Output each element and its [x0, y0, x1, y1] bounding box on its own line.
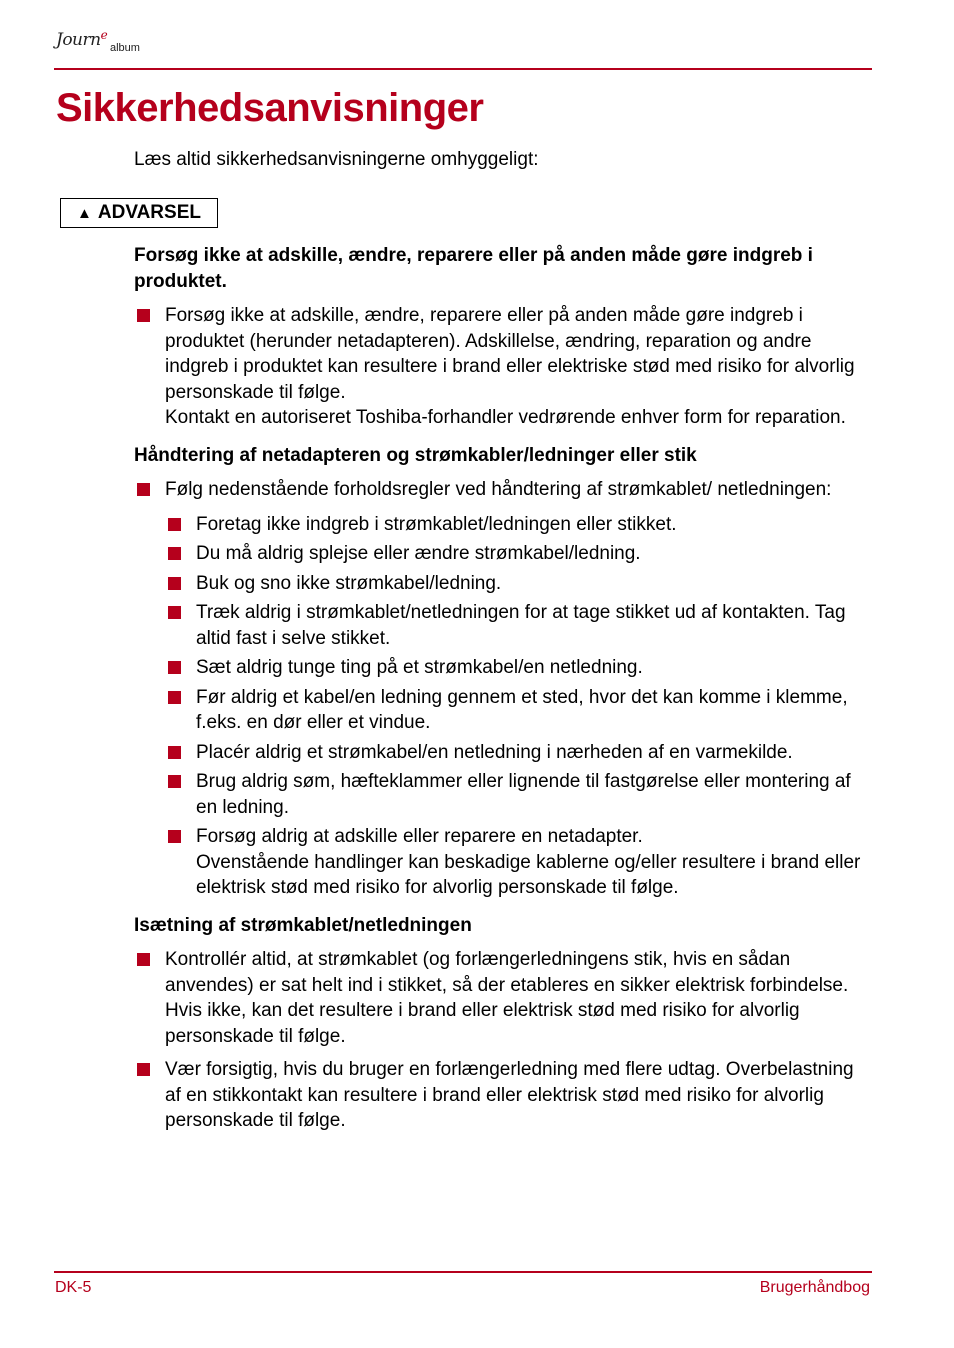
bullet-square-icon [168, 830, 181, 843]
main-content [134, 243, 874, 1142]
bullet-list [134, 947, 874, 1134]
list-item-text: Træk aldrig i strømkablet/netledningen for at tage stikket ud af kontakten. Tag altid fast i selve stikket. [196, 602, 846, 649]
list-item-text: Placér aldrig et strømkabel/en netledning i nærheden af en varmekilde. [196, 741, 793, 763]
bullet-square-icon [137, 1063, 150, 1076]
page-number: DK-5 [55, 1279, 92, 1296]
journe-album-logo [54, 26, 164, 66]
sub-list-item [165, 541, 874, 567]
list-item-text: Brug aldrig søm, hæfteklammer eller lignende til fastgørelse eller montering af en ledning. [196, 771, 851, 818]
warning-box [60, 198, 218, 228]
bullet-square-icon [168, 606, 181, 619]
sub-list-item [165, 824, 874, 901]
bullet-square-icon [137, 483, 150, 496]
list-item-text: Kontakt en autoriseret Toshiba-forhandler vedrørende enhver form for reparation. [165, 407, 846, 428]
warning-triangle-icon: ▲ [77, 204, 92, 222]
page-title: Sikkerhedsanvisninger [56, 86, 484, 130]
bullet-square-icon [168, 691, 181, 704]
footer-rule [54, 1271, 872, 1273]
bullet-square-icon [168, 775, 181, 788]
sub-list-item [165, 600, 874, 651]
list-item-text: Buk og sno ikke strømkabel/ledning. [196, 572, 502, 594]
warning-label: ADVARSEL [97, 202, 201, 223]
list-item-text: Foretag ikke indgreb i strømkablet/ledningen eller stikket. [196, 513, 677, 535]
list-item-text: Sæt aldrig tunge ting på et strømkabel/en netledning. [196, 657, 643, 678]
sub-bullet-list [165, 512, 874, 901]
list-item [134, 303, 874, 431]
list-item-text: Forsøg ikke at adskille, ændre, reparere eller på anden måde gøre indgreb i produktet (herunder netadapteren). Adskillelse, ændring, reparation og andre indgreb i produktet kan resultere i brand eller elektriske stød med risiko for alvorlig personskade til følge. [165, 305, 855, 403]
sub-list-item [165, 655, 874, 681]
bullet-square-icon [168, 518, 181, 531]
list-item [134, 1057, 874, 1134]
list-item-text: Forsøg aldrig at adskille eller reparere en netadapter. [196, 826, 643, 847]
header-rule [54, 68, 872, 70]
sub-list-item [165, 769, 874, 820]
bullet-square-icon [168, 547, 181, 560]
sub-list-item [165, 571, 874, 597]
bullet-list [134, 477, 874, 901]
list-item-text: Følg nedenstående forholdsregler ved håndtering af strømkablet/ netledningen: [165, 479, 832, 500]
list-item-text: Før aldrig et kabel/en ledning gennem et sted, hvor det kan komme i klemme, f.eks. en dør eller et vindue. [196, 686, 848, 733]
section-heading: Forsøg ikke at adskille, ændre, reparere eller på anden måde gøre indgreb i produktet. [134, 245, 813, 292]
sub-list-item [165, 740, 874, 766]
bullet-square-icon [168, 661, 181, 674]
logo-album-text: album [110, 42, 140, 54]
section-heading: Håndtering af netadapteren og strømkabler/ledninger eller stik [134, 444, 697, 466]
list-item-text: Vær forsigtig, hvis du bruger en forlængerledning med flere udtag. Overbelastning af en stikkontakt kan resultere i brand eller elektrisk stød med risiko for alvorlig personskade til følge. [165, 1059, 854, 1131]
bullet-list [134, 303, 874, 431]
sub-list-item [165, 685, 874, 736]
section-heading: Isætning af strømkablet/netledningen [134, 914, 472, 936]
logo-script: Journ$^e$ [56, 28, 108, 50]
bullet-square-icon [168, 746, 181, 759]
list-item-text: Ovenstående handlinger kan beskadige kablerne og/eller resultere i brand eller elektrisk stød med risiko for alvorlig personskade til følge. [196, 851, 861, 898]
bullet-square-icon [137, 953, 150, 966]
list-item [134, 477, 874, 901]
intro-text: Læs altid sikkerhedsanvisningerne omhyggeligt: [134, 149, 539, 170]
sub-list-item [165, 512, 874, 538]
bullet-square-icon [168, 577, 181, 590]
list-item-text: Du må aldrig splejse eller ændre strømkabel/ledning. [196, 543, 641, 564]
book-title: Brugerhåndbog [759, 1279, 870, 1296]
bullet-square-icon [137, 309, 150, 322]
list-item-text: Kontrollér altid, at strømkablet (og forlængerledningens stik, hvis en sådan anvendes) er sat helt ind i stikket, så der etableres en sikker elektrisk forbindelse. Hvis ikke, kan det resultere i brand eller elektrisk stød med risiko for alvorlig personskade til følge. [165, 949, 849, 1047]
list-item [134, 947, 874, 1049]
